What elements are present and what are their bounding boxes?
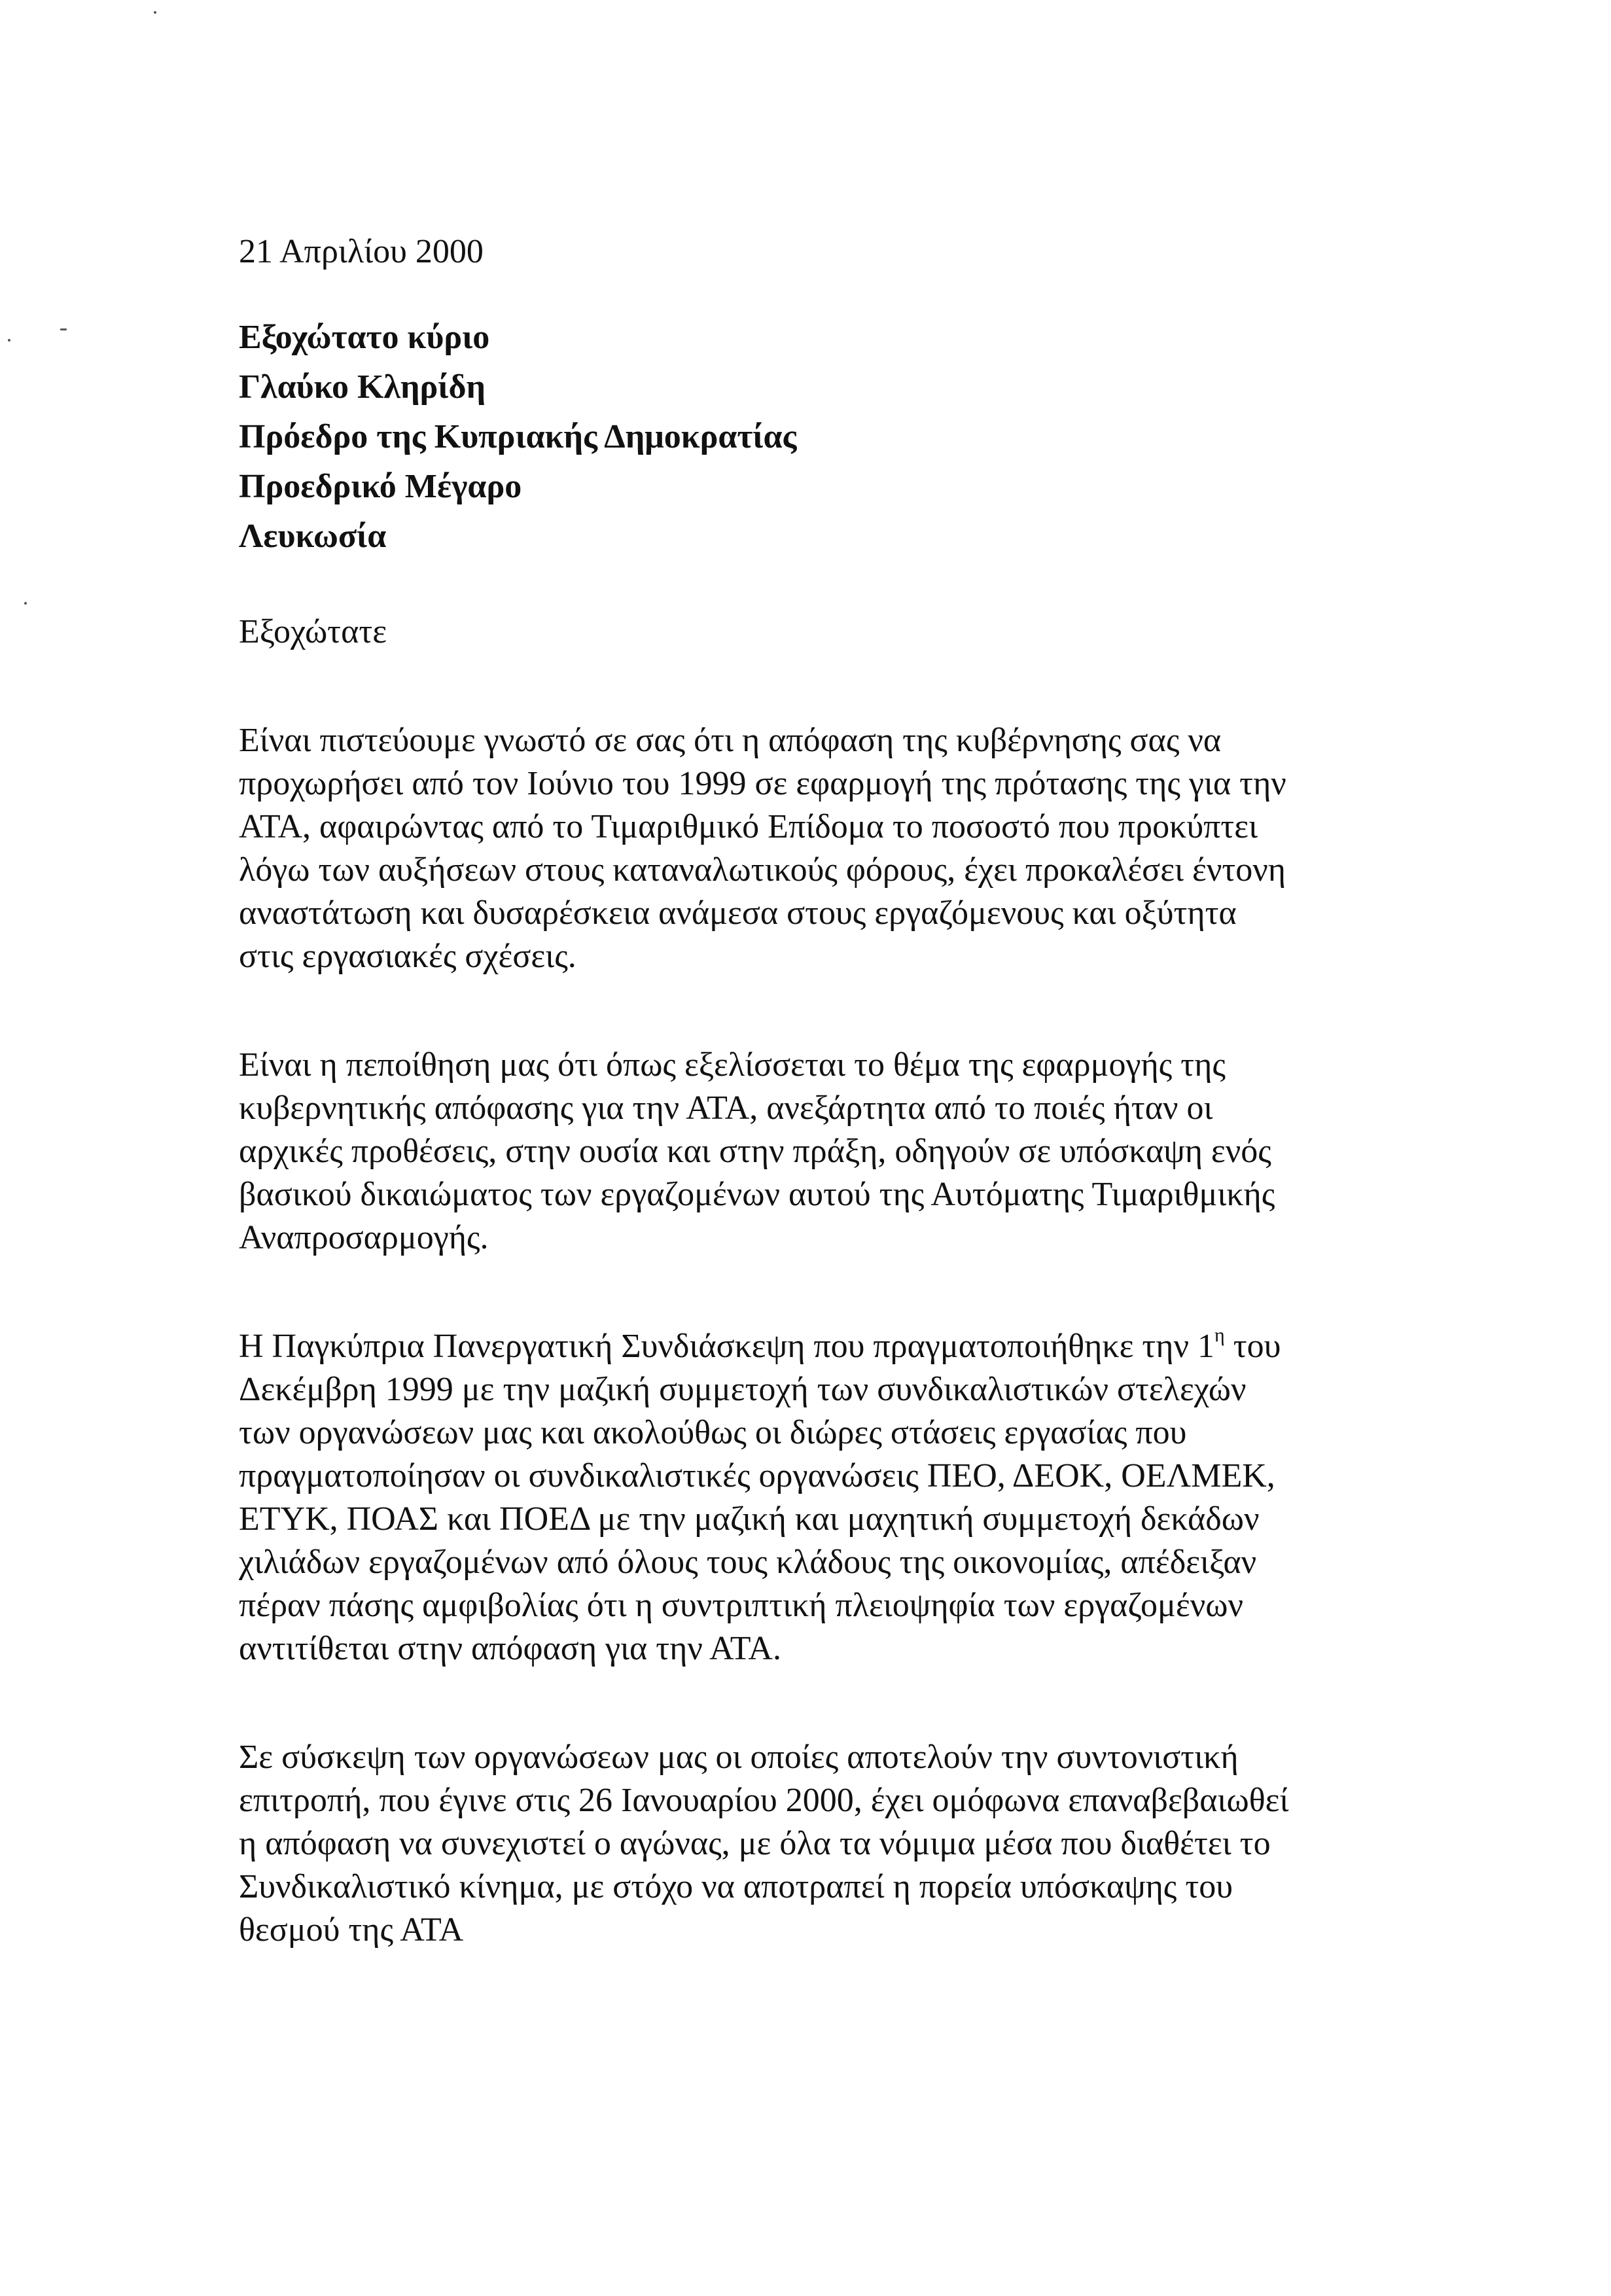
recipient-title: Πρόεδρο της Κυπριακής Δημοκρατίας [239, 418, 797, 455]
scan-speck [60, 328, 67, 330]
recipient-address [239, 313, 1469, 561]
scan-speck [154, 11, 156, 14]
paragraph-1: Είναι πιστεύουμε γνωστό σε σας ότι η απόφαση της κυβέρνησης σας να προχωρήσει από τον Ιούνιο του 1999 σε εφαρμογή της πρότασης της για την ΑΤΑ, αφαιρώντας από το Τιμαριθμικό Επίδομα το ποσοστό που προκύπτει λόγω των αυξήσεων στους καταναλωτικούς φόρους, έχει προκαλέσει έντονη αναστάτωση και δυσαρέσκεια ανάμεσα στους εργαζόμενους και οξύτητα στις εργασιακές σχέσεις. [239, 722, 1286, 975]
recipient-honorific: Εξοχώτατο κύριο [239, 319, 490, 356]
salutation: Εξοχώτατε [239, 613, 387, 650]
paragraph-3 [239, 1325, 1469, 1670]
letter-body [239, 230, 1469, 1952]
recipient-building: Προεδρικό Μέγαρο [239, 468, 522, 505]
letter-date: 21 Απριλίου 2000 [239, 233, 484, 270]
paragraph-3-start: Η Παγκύπρια Πανεργατική Συνδιάσκεψη που πραγματοποιήθηκε την 1 [239, 1328, 1215, 1365]
paragraph-2: Είναι η πεποίθηση μας ότι όπως εξελίσσεται το θέμα της εφαρμογής της κυβερνητικής απόφασης για την ΑΤΑ, ανεξάρτητα από το ποιές ήταν οι αρχικές προθέσεις, στην ουσία και στην πράξη, οδηγούν σε υπόσκαψη ενός βασικού δικαιώματος των εργαζομένων αυτού της Αυτόματης Τιμαριθμικής Αναπροσαρμογής. [239, 1046, 1275, 1256]
scan-speck [8, 339, 10, 342]
ordinal-superscript: η [1214, 1324, 1225, 1346]
recipient-city: Λευκωσία [239, 518, 387, 555]
scan-speck [24, 602, 27, 605]
paragraph-3-rest: του Δεκέμβρη 1999 με την μαζική συμμετοχή των συνδικαλιστικών στελεχών των οργανώσεων μας και ακολούθως οι διώρες στάσεις εργασίας που πραγματοποίησαν οι συνδικαλιστικές οργανώσεις ΠΕΟ, ΔΕΟΚ, ΟΕΛΜΕΚ, ΕΤΥΚ, ΠΟΑΣ και ΠΟΕΔ με την μαζική και μαχητική συμμετοχή δεκάδων χιλιάδων εργαζομένων από όλους τους κλάδους της οικονομίας, απέδειξαν πέραν πάσης αμφιβολίας ότι η συντριπτική πλειοψηφία των εργαζομένων αντιτίθεται στην απόφαση για την ΑΤΑ. [239, 1328, 1281, 1667]
recipient-name: Γλαύκο Κληρίδη [239, 368, 486, 406]
paragraph-4: Σε σύσκεψη των οργανώσεων μας οι οποίες αποτελούν την συντονιστική επιτροπή, που έγινε στις 26 Ιανουαρίου 2000, έχει ομόφωνα επαναβεβαιωθεί η απόφαση να συνεχιστεί ο αγώνας, με όλα τα νόμιμα μέσα που διαθέτει το Συνδικαλιστικό κίνημα, με στόχο να αποτραπεί η πορεία υπόσκαψης του θεσμού της ΑΤΑ [239, 1739, 1289, 1949]
